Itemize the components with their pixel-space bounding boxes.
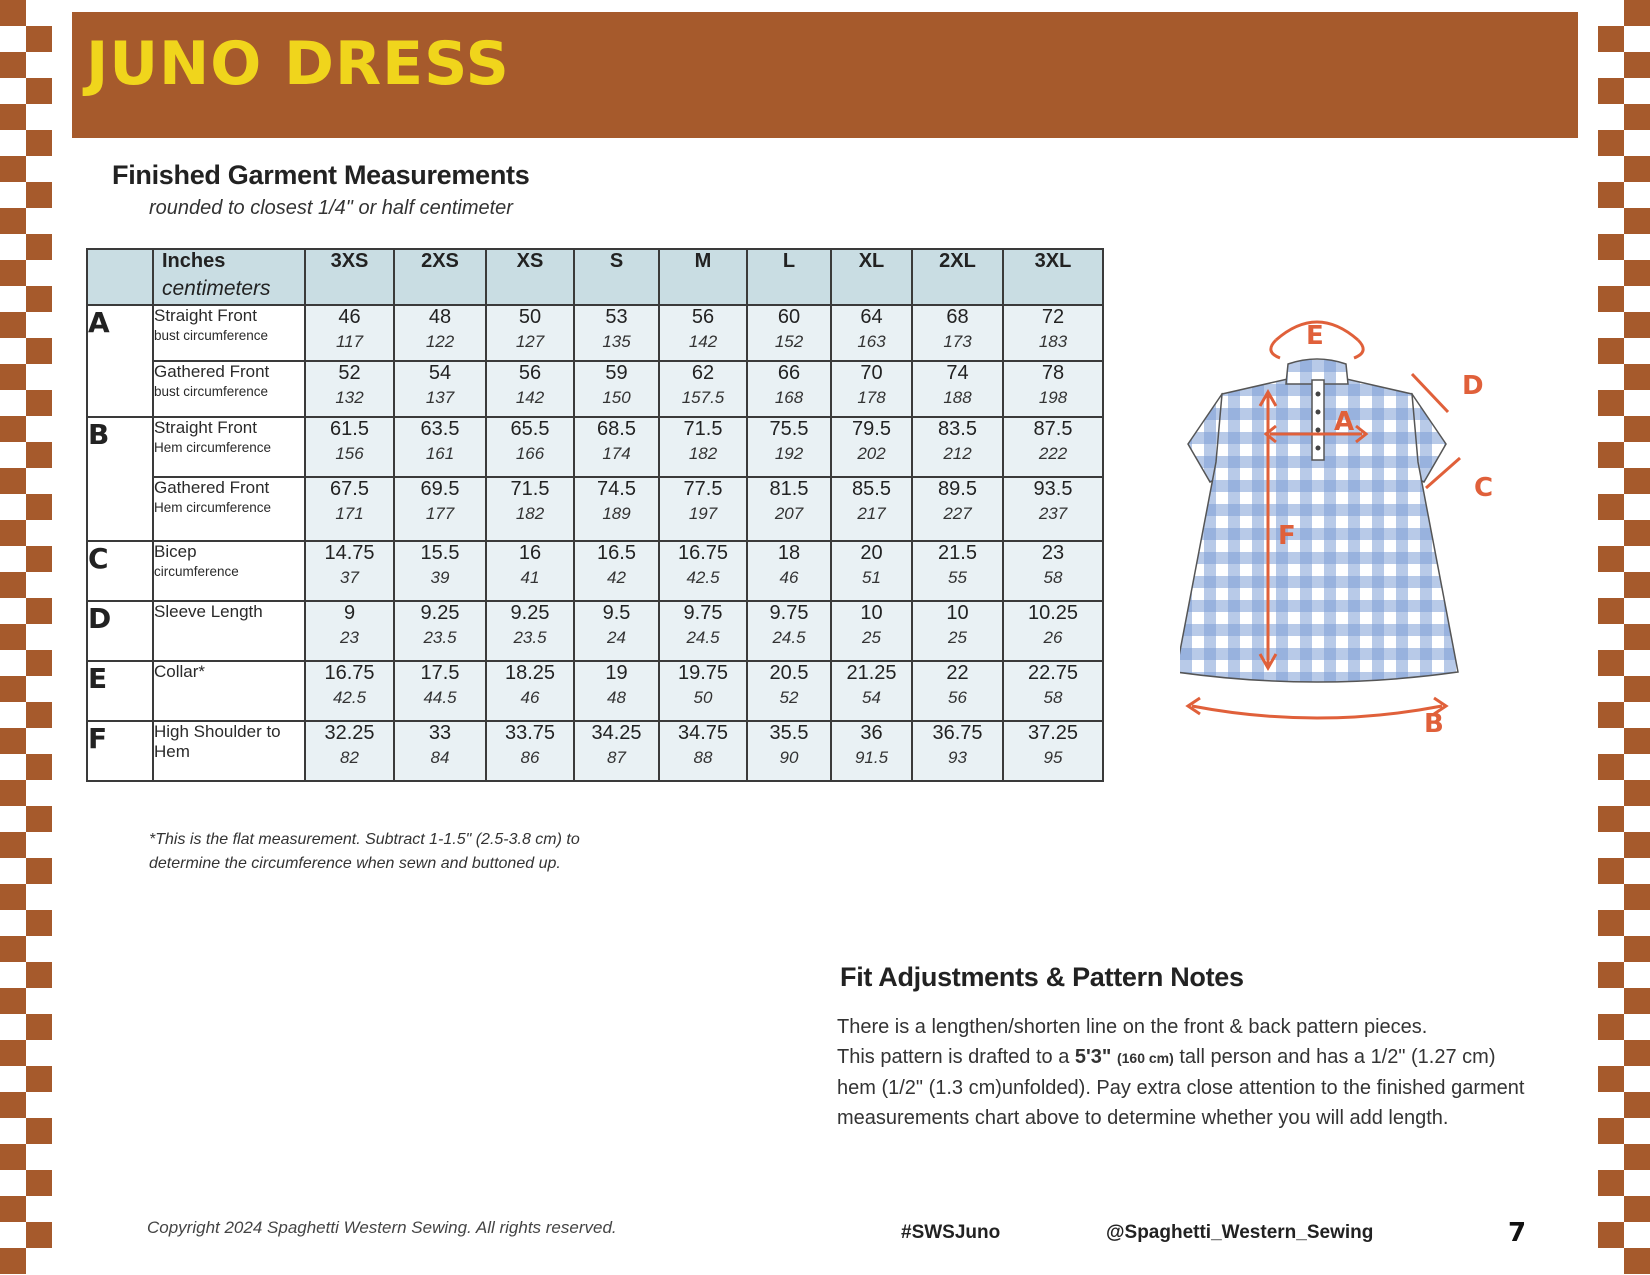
collar-footnote [149,828,669,876]
value-cm: 39 [430,568,450,587]
value-inches: 78 [1041,362,1065,384]
row-letter: A [87,305,153,361]
measurement-cell [912,305,1003,361]
measurement-cell [912,477,1003,541]
measurement-cell [747,417,831,477]
value-inches: 21.25 [846,662,897,684]
measurement-cell [831,661,912,721]
measurement-cell [1003,661,1103,721]
value-cm: 122 [425,332,455,351]
size-header: 3XL [1003,249,1103,305]
fit-title: Fit Adjustments & Pattern Notes [840,962,1244,992]
value-cm: 91.5 [854,748,889,767]
table-row [87,305,1103,361]
size-header: 2XS [394,249,486,305]
value-inches: 83.5 [938,418,977,440]
value-inches: 71.5 [683,418,723,440]
measurement-cell [305,477,394,541]
measurement-cell [486,477,574,541]
row-label-sub: bust circumference [154,383,269,399]
fit-line-2: This pattern is drafted to a 5'3" (160 cm) tall person and has a 1/2" (1.27 cm) [837,1046,1496,1068]
value-inches: 72 [1041,306,1065,328]
hashtag: #SWSJuno [901,1222,1001,1243]
value-cm: 58 [1043,568,1063,587]
value-inches: 9.5 [602,602,631,624]
value-cm: 161 [425,444,455,463]
value-cm: 135 [602,332,631,351]
value-inches: 70 [860,362,883,384]
value-inches: 9.25 [510,602,550,624]
size-header: XS [486,249,574,305]
value-cm: 55 [948,568,967,587]
measurement-cell [394,361,486,417]
measurement-cell [659,417,747,477]
value-inches: 56 [691,306,715,328]
measurement-cell [394,601,486,661]
value-cm: 23.5 [423,628,457,647]
fit-notes [837,1012,1597,1133]
value-inches: 9 [343,602,356,624]
value-inches: 20 [860,542,883,564]
label-e: E [1306,321,1324,351]
model-height-cm: (160 cm) [1116,1050,1174,1066]
value-inches: 33 [428,722,452,744]
value-inches: 18 [777,542,801,564]
measurement-cell [831,477,912,541]
row-label [153,361,305,417]
value-cm: 46 [779,568,799,587]
value-inches: 9.75 [683,602,723,624]
measurement-cell [574,305,659,361]
value-inches: 52 [338,362,361,384]
value-cm: 132 [335,388,364,407]
measurement-cell [574,601,659,661]
measurement-cell [486,305,574,361]
value-inches: 74.5 [597,478,636,500]
value-inches: 19 [605,662,628,684]
value-cm: 182 [688,444,718,463]
measurement-cell [486,361,574,417]
value-inches: 85.5 [852,478,891,500]
value-inches: 54 [428,362,452,384]
size-header: M [659,249,747,305]
row-label [153,477,305,541]
value-cm: 25 [862,628,881,647]
value-cm: 90 [779,748,799,767]
value-cm: 24 [607,628,626,647]
unit-inches: Inches [162,250,226,272]
value-cm: 156 [335,444,364,463]
model-height: 5'3" [1074,1046,1112,1068]
measurement-cell [1003,305,1103,361]
header-blank-cell [87,249,153,305]
value-cm: 46 [520,688,540,707]
value-inches: 74 [946,362,969,384]
value-cm: 222 [1038,444,1068,463]
row-label-main: High Shoulder to Hem [154,722,281,761]
size-header: 2XL [912,249,1003,305]
value-inches: 10 [946,602,969,624]
measurement-cell [1003,541,1103,601]
value-cm: 58 [1043,688,1063,707]
row-label-sub: circumference [154,563,239,579]
value-inches: 46 [338,306,361,328]
value-cm: 42 [607,568,626,587]
value-inches: 23 [1041,542,1065,564]
value-cm: 166 [515,444,545,463]
value-inches: 22 [946,662,969,684]
value-cm: 168 [774,388,804,407]
row-label [153,721,305,781]
measurement-cell [747,541,831,601]
value-cm: 182 [515,504,545,523]
value-cm: 127 [515,332,545,351]
measurement-cell [1003,477,1103,541]
value-cm: 52 [779,688,799,707]
measurement-cell [912,417,1003,477]
value-inches: 10.25 [1027,602,1079,624]
table-header-row [87,249,1103,305]
arrow-b [1192,706,1442,718]
size-header: XL [831,249,912,305]
row-letter [87,477,153,541]
value-cm: 54 [862,688,881,707]
value-inches: 53 [605,306,628,328]
value-cm: 48 [607,688,626,707]
value-inches: 71.5 [510,478,550,500]
value-inches: 32.25 [324,722,375,744]
value-cm: 192 [774,444,804,463]
row-label [153,541,305,601]
measurement-cell [486,601,574,661]
value-cm: 150 [602,388,631,407]
measurement-cell [659,661,747,721]
value-inches: 34.25 [591,722,642,744]
value-inches: 16.75 [677,542,729,564]
label-d: D [1462,371,1484,401]
measurement-cell [747,305,831,361]
row-label-main: Bicep [154,542,197,561]
measurement-cell [1003,721,1103,781]
value-inches: 77.5 [683,478,723,500]
value-inches: 16.75 [324,662,375,684]
measurement-cell [747,721,831,781]
value-inches: 79.5 [852,418,891,440]
measurement-cell [912,541,1003,601]
value-inches: 20.5 [769,662,809,684]
measurement-cell [574,541,659,601]
page-number: 7 [1508,1218,1527,1248]
fit-line-4: measurements chart above to determine whether you will add length. [837,1107,1449,1129]
measurement-cell [659,721,747,781]
value-inches: 14.75 [324,542,375,564]
value-cm: 163 [857,332,886,351]
measurement-cell [394,661,486,721]
value-cm: 157.5 [681,388,725,407]
value-cm: 26 [1043,628,1063,647]
value-cm: 88 [693,748,713,767]
value-cm: 174 [602,444,631,463]
measurement-cell [912,661,1003,721]
value-cm: 51 [862,568,881,587]
row-letter: C [87,541,153,601]
size-header: S [574,249,659,305]
value-inches: 9.75 [769,602,809,624]
row-label-main: Gathered Front [154,362,270,381]
value-inches: 89.5 [938,478,977,500]
measurements-table [86,248,1104,782]
measurement-cell [486,721,574,781]
measurement-cell [912,361,1003,417]
measurement-cell [747,477,831,541]
row-label [153,417,305,477]
value-inches: 60 [777,306,801,328]
measurement-cell [831,721,912,781]
value-inches: 66 [777,362,801,384]
value-cm: 37 [340,568,359,587]
measurement-cell [831,361,912,417]
label-f: F [1278,521,1296,551]
title-banner [72,12,1578,138]
right-checker-border [1598,0,1650,1275]
table-row [87,417,1103,477]
value-cm: 86 [520,748,540,767]
footnote-line-2: determine the circumference when sewn and buttoned up. [149,855,561,872]
value-cm: 95 [1043,748,1063,767]
value-inches: 68 [946,306,969,328]
value-inches: 48 [428,306,452,328]
value-cm: 212 [943,444,972,463]
value-inches: 22.75 [1027,662,1079,684]
measurement-cell [747,601,831,661]
value-inches: 35.5 [769,722,809,744]
value-cm: 188 [943,388,972,407]
value-cm: 177 [425,504,455,523]
measurement-cell [394,417,486,477]
value-cm: 24.5 [772,628,806,647]
value-inches: 68.5 [597,418,636,440]
value-inches: 18.25 [504,662,556,684]
measurement-cell [831,305,912,361]
row-label-main: Straight Front [154,306,257,325]
size-header: 3XS [305,249,394,305]
value-cm: 24.5 [686,628,720,647]
measurement-cell [486,541,574,601]
value-inches: 16 [518,542,542,564]
measurement-cell [574,661,659,721]
value-cm: 42.5 [686,568,720,587]
value-inches: 64 [860,306,883,328]
value-cm: 44.5 [423,688,457,707]
measurements-subtitle: rounded to closest 1/4" or half centimeter [149,197,513,219]
measurement-cell [1003,361,1103,417]
value-cm: 152 [774,332,804,351]
label-c: C [1474,473,1494,503]
value-inches: 19.75 [677,662,729,684]
measurement-cell [305,601,394,661]
value-cm: 56 [948,688,967,707]
measurement-cell [831,601,912,661]
measurement-cell [305,305,394,361]
label-a: A [1334,407,1355,437]
value-cm: 189 [602,504,631,523]
measurement-cell [659,477,747,541]
value-inches: 67.5 [330,478,369,500]
measurement-cell [659,541,747,601]
value-cm: 117 [335,332,364,351]
value-inches: 33.75 [504,722,556,744]
row-letter: B [87,417,153,477]
value-inches: 65.5 [510,418,550,440]
row-letter: E [87,661,153,721]
table-row [87,721,1103,781]
value-cm: 93 [948,748,967,767]
measurement-cell [305,541,394,601]
value-cm: 173 [943,332,972,351]
value-cm: 237 [1038,504,1068,523]
value-inches: 69.5 [420,478,460,500]
value-cm: 217 [857,504,886,523]
measurement-cell [574,361,659,417]
measurement-cell [305,361,394,417]
value-cm: 202 [857,444,886,463]
dress-illustration [1180,312,1520,742]
value-inches: 36.75 [932,722,983,744]
value-inches: 56 [518,362,542,384]
row-label [153,601,305,661]
size-header: L [747,249,831,305]
value-cm: 198 [1038,388,1068,407]
measurement-cell [912,601,1003,661]
value-inches: 61.5 [330,418,369,440]
measurement-cell [574,721,659,781]
value-cm: 178 [857,388,886,407]
table-row [87,477,1103,541]
value-cm: 82 [340,748,359,767]
value-cm: 183 [1038,332,1068,351]
fit-line-1: There is a lengthen/shorten line on the front & back pattern pieces. [837,1016,1428,1038]
value-cm: 87 [607,748,626,767]
value-inches: 93.5 [1033,478,1073,500]
fit-line-3: hem (1/2" (1.3 cm)unfolded). Pay extra close attention to the finished garment [837,1077,1525,1099]
row-label [153,661,305,721]
unit-cm: centimeters [162,277,271,300]
row-label-sub: Hem circumference [154,439,272,455]
table-row [87,361,1103,417]
table-row [87,541,1103,601]
value-inches: 10 [860,602,883,624]
measurement-cell [747,661,831,721]
value-cm: 84 [430,748,450,767]
measurement-cell [659,601,747,661]
social-handle: @Spaghetti_Western_Sewing [1106,1222,1374,1243]
value-inches: 81.5 [769,478,809,500]
measurement-cell [747,361,831,417]
measurement-cell [394,721,486,781]
row-label-main: Straight Front [154,418,257,437]
footnote-line-1: *This is the flat measurement. Subtract 1-1.5" (2.5-3.8 cm) to [149,831,580,848]
table-row [87,601,1103,661]
left-checker-border [0,0,52,1275]
row-label-sub: Hem circumference [154,499,272,515]
table-row [87,661,1103,721]
row-letter: D [87,601,153,661]
measurement-cell [486,417,574,477]
value-cm: 137 [425,388,455,407]
value-inches: 37.25 [1027,722,1079,744]
measurement-cell [305,661,394,721]
copyright: Copyright 2024 Spaghetti Western Sewing. All rights reserved. [147,1218,617,1237]
measurement-cell [305,721,394,781]
label-b: B [1424,709,1444,739]
measurements-title: Finished Garment Measurements [112,160,530,190]
value-inches: 50 [518,306,542,328]
value-inches: 87.5 [1033,418,1073,440]
value-cm: 171 [335,504,364,523]
measurement-cell [1003,417,1103,477]
value-inches: 21.5 [938,542,977,564]
row-label-main: Gathered Front [154,478,270,497]
value-inches: 34.75 [677,722,729,744]
measurement-cell [659,305,747,361]
measurement-cell [1003,601,1103,661]
value-cm: 23.5 [513,628,547,647]
measurement-cell [394,477,486,541]
measurement-cell [305,417,394,477]
page-title: JUNO DRESS [86,29,510,99]
measurement-cell [659,361,747,417]
value-inches: 9.25 [420,602,460,624]
value-cm: 227 [943,504,972,523]
value-inches: 59 [605,362,628,384]
value-cm: 142 [515,388,545,407]
row-label-main: Sleeve Length [154,602,263,621]
value-cm: 207 [774,504,804,523]
value-cm: 41 [520,568,540,587]
value-cm: 50 [693,688,713,707]
measurement-cell [486,661,574,721]
value-inches: 16.5 [597,542,636,564]
value-inches: 17.5 [420,662,460,684]
measurement-cell [831,541,912,601]
measurement-cell [394,541,486,601]
measurement-cell [912,721,1003,781]
row-letter [87,361,153,417]
measurement-cell [574,477,659,541]
value-cm: 197 [688,504,718,523]
row-label-sub: bust circumference [154,327,269,343]
value-inches: 75.5 [769,418,809,440]
value-cm: 42.5 [332,688,367,707]
row-label-main: Collar* [154,662,206,681]
value-cm: 25 [948,628,967,647]
value-inches: 62 [691,362,715,384]
measurement-cell [394,305,486,361]
value-cm: 142 [688,332,718,351]
value-inches: 36 [860,722,883,744]
measurement-cell [574,417,659,477]
value-inches: 15.5 [420,542,460,564]
row-letter: F [87,721,153,781]
value-inches: 63.5 [420,418,460,440]
value-cm: 23 [340,628,359,647]
measurement-cell [831,417,912,477]
row-label [153,305,305,361]
header-unit-cell [153,249,305,305]
